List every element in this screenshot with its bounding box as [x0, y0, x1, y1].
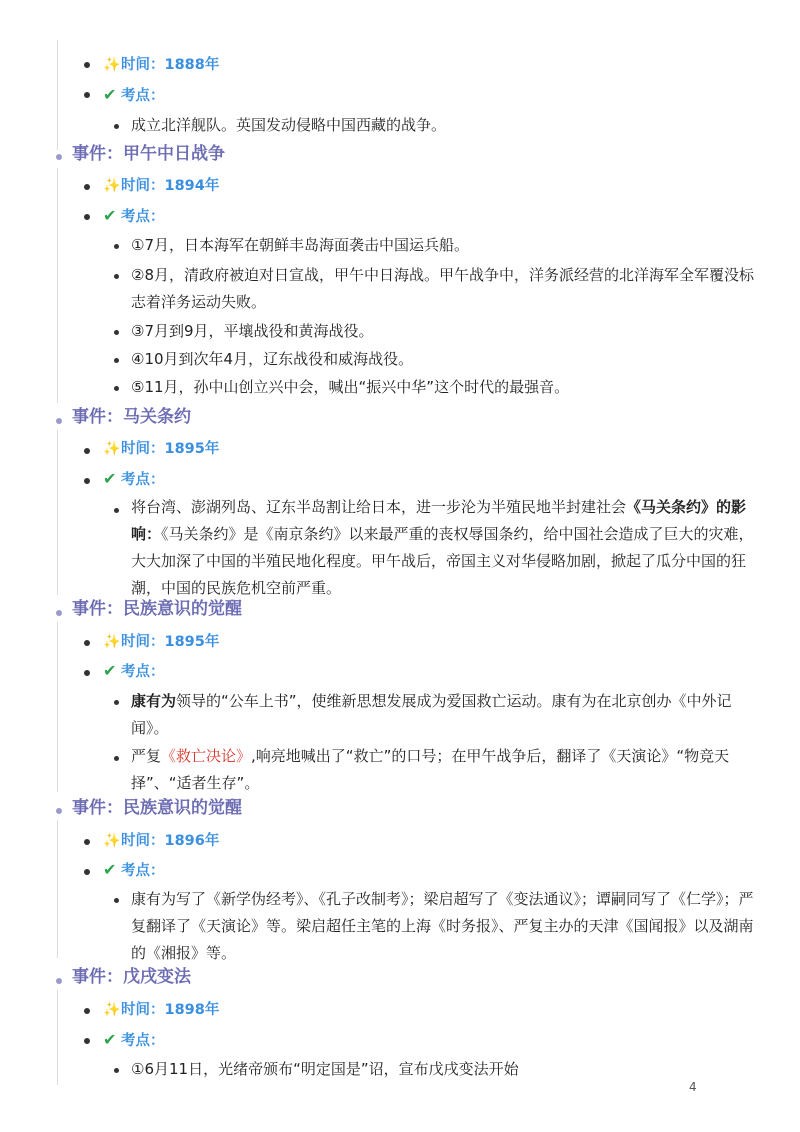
check-mark-icon: ✔ [103, 469, 117, 488]
sparkles-icon: ✨ [103, 1002, 121, 1018]
list-bullet [56, 154, 62, 160]
list-bullet [56, 808, 62, 814]
list-item: 严复《救亡决论》,响亮地喊出了“救亡”的口号；在甲午战争后，翻译了《天演论》“物竞天择”、“适者生存”。 [131, 747, 730, 792]
list-bullet [84, 1008, 90, 1014]
event-heading: 事件：甲午中日战争 [72, 144, 225, 164]
list-bullet [114, 386, 119, 391]
list-item: ④10月到次年4月，辽东战役和威海战役。 [131, 350, 414, 368]
list-bullet [84, 839, 90, 845]
indent-guide [57, 622, 58, 792]
check-mark-icon: ✔ [103, 1030, 117, 1049]
list-bullet [114, 330, 119, 335]
event-heading: 事件：戊戌变法 [72, 967, 191, 987]
sparkles-icon: ✨ [103, 57, 121, 73]
list-bullet [84, 184, 90, 190]
list-bullet [56, 418, 62, 424]
event-heading: 事件：民族意识的觉醒 [72, 798, 242, 818]
check-mark-icon: ✔ [103, 85, 117, 104]
indent-guide [57, 820, 58, 958]
list-bullet [84, 448, 90, 454]
list-bullet [84, 62, 90, 68]
list-bullet [56, 610, 62, 616]
points-row: ✔ 考点： [103, 1030, 165, 1049]
list-bullet [84, 1038, 90, 1044]
check-mark-icon: ✔ [103, 206, 117, 225]
event-heading: 事件：民族意识的觉醒 [72, 599, 242, 619]
list-bullet [114, 508, 119, 513]
list-item: 成立北洋舰队。英国发动侵略中国西藏的战争。 [131, 116, 447, 134]
points-row: ✔ 考点： [103, 206, 165, 225]
indent-guide [57, 430, 58, 595]
list-item: ②8月，清政府被迫对日宣战，甲午中日海战。甲午战争中，洋务派经营的北洋海军全军覆没标志着洋务运动失败。 [131, 266, 754, 311]
time-row: ✨时间：1888年 [103, 54, 219, 76]
page-number: 4 [689, 1080, 697, 1094]
list-bullet [114, 124, 119, 129]
list-item: 康有为写了《新学伪经考》、《孔子改制考》；梁启超写了《变法通议》；谭嗣同写了《仁学》；严复翻译了《天演论》等。梁启超任主笔的上海《时务报》、严复主办的天津《国闻报》以及湖南的《湘报》等。 [131, 890, 754, 962]
list-bullet [84, 478, 90, 484]
time-row: ✨时间：1895年 [103, 631, 219, 653]
indent-guide [57, 40, 58, 150]
time-row: ✨时间：1896年 [103, 830, 219, 852]
list-bullet [56, 978, 62, 984]
list-item: ③7月到9月，平壤战役和黄海战役。 [131, 322, 374, 340]
list-bullet [114, 700, 119, 705]
list-item: ⑤11月，孙中山创立兴中会，喊出“振兴中华”这个时代的最强音。 [131, 378, 570, 396]
list-bullet [84, 92, 90, 98]
list-bullet [114, 1068, 119, 1073]
list-bullet [114, 358, 119, 363]
list-item: ①6月11日，光绪帝颁布“明定国是”诏，宣布戊戌变法开始 [131, 1060, 519, 1078]
list-bullet [114, 244, 119, 249]
points-row: ✔ 考点： [103, 860, 165, 879]
list-bullet [114, 898, 119, 903]
list-bullet [84, 869, 90, 875]
list-item: 康有为领导的“公车上书”，使维新思想发展成为爱国救亡运动。康有为在北京创办《中外记闻》。 [131, 692, 732, 737]
indent-guide [57, 990, 58, 1085]
list-item: 将台湾、澎湖列岛、辽东半岛割让给日本，进一步沦为半殖民地半封建社会《马关条约》的影响：《马关条约》是《南京条约》以来最严重的丧权辱国条约，给中国社会造成了巨大的灾难，大大加深了中国的半殖民地化程度。甲午战后，帝国主义对华侵略加剧，掀起了瓜分中国的狂潮，中国的民族危机空前严重。 [131, 498, 754, 597]
points-row: ✔ 考点： [103, 85, 165, 104]
points-row: ✔ 考点： [103, 661, 165, 680]
indent-guide [57, 168, 58, 403]
sparkles-icon: ✨ [103, 178, 121, 194]
check-mark-icon: ✔ [103, 661, 117, 680]
list-bullet [114, 756, 119, 761]
points-row: ✔ 考点： [103, 469, 165, 488]
time-row: ✨时间：1895年 [103, 438, 219, 460]
list-item: ①7月，日本海军在朝鲜丰岛海面袭击中国运兵船。 [131, 236, 469, 254]
event-heading: 事件：马关条约 [72, 407, 191, 427]
time-row: ✨时间：1898年 [103, 999, 219, 1021]
sparkles-icon: ✨ [103, 833, 121, 849]
sparkles-icon: ✨ [103, 441, 121, 457]
check-mark-icon: ✔ [103, 860, 117, 879]
list-bullet [114, 274, 119, 279]
list-bullet [84, 640, 90, 646]
sparkles-icon: ✨ [103, 634, 121, 650]
list-bullet [84, 214, 90, 220]
time-row: ✨时间：1894年 [103, 175, 219, 197]
list-bullet [84, 670, 90, 676]
